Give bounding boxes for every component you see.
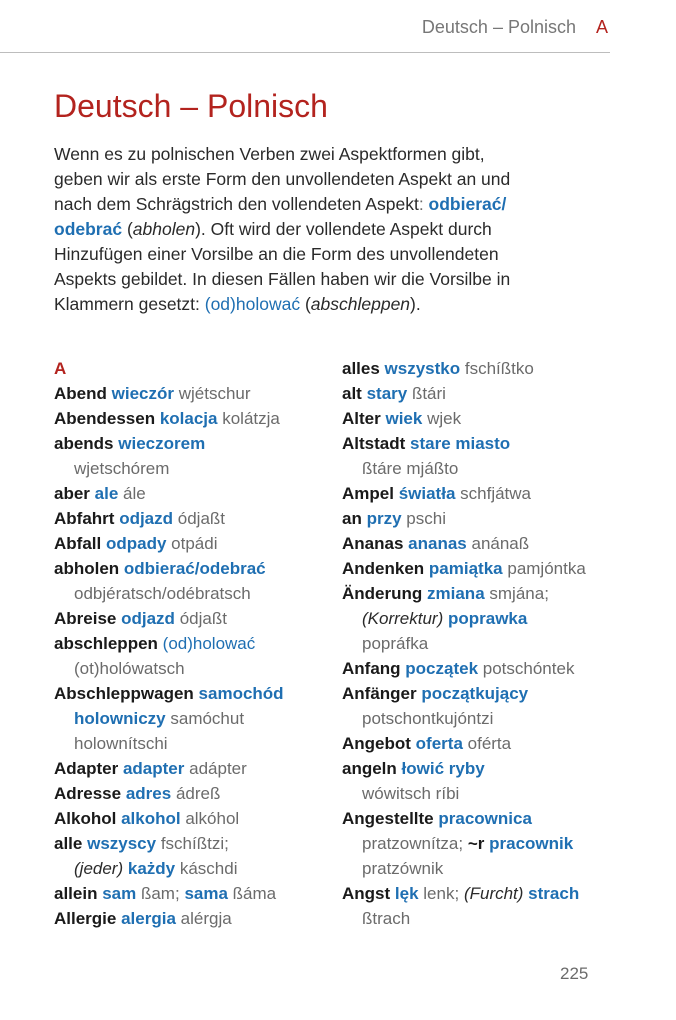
entry-continuation (54, 731, 334, 756)
dictionary-entry (54, 481, 334, 506)
dictionary-entry (342, 481, 622, 506)
pronunciation: fschíßtzi; (160, 834, 229, 853)
headword: aber (54, 484, 90, 503)
italic-note: abschleppen (310, 294, 411, 314)
headword: Anfänger (342, 684, 417, 703)
pronunciation: pratzownítza; (362, 834, 464, 853)
headword: allein (54, 884, 98, 903)
intro-line (54, 217, 594, 242)
headword: Angebot (342, 734, 411, 753)
polish-word: odbierać/odebrać (123, 559, 266, 578)
entry-continuation (342, 706, 622, 731)
italic-note: abholen (132, 219, 196, 239)
polish-word: pracownica (438, 809, 532, 828)
entry-continuation (342, 856, 622, 881)
intro-line (54, 267, 594, 292)
text-span: ( (122, 219, 133, 239)
pronunciation: lenk; (423, 884, 460, 903)
intro-line (54, 242, 594, 267)
dictionary-entry (54, 881, 334, 906)
polish-word: wszyscy (87, 834, 157, 853)
headword: Angestellte (342, 809, 434, 828)
dictionary-entry (54, 556, 334, 581)
headword: Adapter (54, 759, 119, 778)
entry-continuation (54, 581, 334, 606)
polish-word: ale (94, 484, 119, 503)
polish-word: strach (528, 884, 580, 903)
headword: Abend (54, 384, 107, 403)
dictionary-entry (342, 431, 622, 456)
text-span: ). (410, 294, 421, 314)
text-span: geben wir als erste Form den unvollendeten Aspekt an und (54, 169, 511, 189)
polish-word: sama (184, 884, 228, 903)
dictionary-entry (342, 656, 622, 681)
running-header (0, 0, 610, 53)
dictionary-entry (342, 806, 622, 831)
pronunciation: samóchut (170, 709, 245, 728)
dictionary-entry (54, 806, 334, 831)
entry-continuation (342, 631, 622, 656)
polish-word: zmiana (427, 584, 485, 603)
pronunciation: ále (123, 484, 146, 503)
headword: Änderung (342, 584, 423, 603)
headword: Andenken (342, 559, 425, 578)
headword: Angst (342, 884, 391, 903)
pronunciation: wjetschórem (74, 459, 170, 478)
polish-word: samochód (198, 684, 284, 703)
text-span: ). Oft wird der vollendete Aspekt durch (195, 219, 492, 239)
dictionary-entry (342, 731, 622, 756)
dictionary-entry (342, 881, 622, 906)
header-section-title: Deutsch – Polnisch (421, 17, 576, 37)
pronunciation: alérgja (180, 909, 232, 928)
pronunciation: oférta (467, 734, 512, 753)
polish-word: (od)holować (162, 634, 256, 653)
polish-word: odebrać (54, 219, 123, 239)
dictionary-entry (342, 356, 622, 381)
entry-continuation (54, 706, 334, 731)
dictionary-entry (342, 406, 622, 431)
section-heading (54, 356, 334, 381)
text-span: Aspekts gebildet. In diesen Fällen haben wir die Vorsilbe in (54, 269, 511, 289)
headword: abholen (54, 559, 120, 578)
pronunciation: ódjaßt (177, 509, 226, 528)
pronunciation: pschi (406, 509, 446, 528)
polish-word: odbierać/ (428, 194, 507, 214)
italic-note: (jeder) (74, 859, 124, 878)
page-number: 225 (560, 964, 589, 983)
entry-continuation (342, 781, 622, 806)
intro-line (54, 167, 594, 192)
pronunciation: káschdi (179, 859, 238, 878)
polish-word: stary (366, 384, 408, 403)
text-span: ( (300, 294, 311, 314)
polish-word: łowić ryby (401, 759, 485, 778)
headword: Ampel (342, 484, 394, 503)
headword: Abfahrt (54, 509, 115, 528)
dictionary-entry (54, 756, 334, 781)
dictionary-entry (342, 506, 622, 531)
pronunciation: popráfka (362, 634, 429, 653)
polish-word: adapter (122, 759, 185, 778)
pronunciation: holownítschi (74, 734, 168, 753)
headword: Alkohol (54, 809, 117, 828)
headword: Allergie (54, 909, 117, 928)
italic-note: (Korrektur) (362, 609, 444, 628)
dictionary-entry (342, 531, 622, 556)
headword: Abendessen (54, 409, 156, 428)
headword: abschleppen (54, 634, 158, 653)
polish-word: sam (102, 884, 137, 903)
dictionary-entry (54, 606, 334, 631)
pronunciation: ßáma (232, 884, 277, 903)
section-letter: A (54, 359, 67, 378)
text-span: Wenn es zu polnischen Verben zwei Aspektformen gibt, (54, 144, 485, 164)
polish-word: każdy (127, 859, 176, 878)
headword: Abfall (54, 534, 102, 553)
pronunciation: potschontkujóntzi (362, 709, 494, 728)
polish-word: początek (405, 659, 479, 678)
polish-word: wiek (385, 409, 423, 428)
pronunciation: alkóhol (185, 809, 240, 828)
headword: alles (342, 359, 380, 378)
dictionary-entry (54, 506, 334, 531)
entry-continuation (54, 656, 334, 681)
headword: Abschleppwagen (54, 684, 194, 703)
pronunciation: odbjératsch/odébratsch (74, 584, 251, 603)
polish-word: alergia (121, 909, 176, 928)
polish-word: lęk (394, 884, 419, 903)
pronunciation: pratzównik (362, 859, 444, 878)
header-letter: A (595, 17, 608, 37)
entry-continuation (342, 906, 622, 931)
pronunciation: pamjóntka (507, 559, 586, 578)
pronunciation: ßtáre mjáßto (362, 459, 459, 478)
polish-word: alkohol (121, 809, 181, 828)
pronunciation: wjétschur (178, 384, 251, 403)
text-span: nach dem Schrägstrich den vollendeten Aspekt (54, 194, 419, 214)
polish-word: kolacja (159, 409, 218, 428)
polish-word: światła (398, 484, 456, 503)
dictionary-entry (342, 581, 622, 606)
dictionary-entry (342, 556, 622, 581)
polish-word: pamiątka (428, 559, 503, 578)
headword: Abreise (54, 609, 117, 628)
headword: Altstadt (342, 434, 406, 453)
pronunciation: ßtári (411, 384, 446, 403)
polish-word: holowniczy (74, 709, 166, 728)
polish-word: przy (366, 509, 402, 528)
page-title: Deutsch – Polnisch (54, 88, 328, 124)
pronunciation: ßam; (140, 884, 180, 903)
polish-word: odjazd (119, 509, 174, 528)
headword: alle (54, 834, 83, 853)
headword: Anfang (342, 659, 401, 678)
polish-word: początkujący (421, 684, 529, 703)
pronunciation: adápter (189, 759, 247, 778)
punctuation: : (418, 194, 429, 214)
headword: angeln (342, 759, 397, 778)
pronunciation: ßtrach (362, 909, 411, 928)
headword: alt (342, 384, 362, 403)
pronunciation: schfjátwa (460, 484, 532, 503)
entry-continuation (54, 456, 334, 481)
dictionary-entry (54, 381, 334, 406)
intro-line (54, 142, 594, 167)
polish-word: ananas (408, 534, 467, 553)
entry-continuation (342, 831, 622, 856)
dictionary-entry (54, 681, 334, 706)
dictionary-entry (54, 406, 334, 431)
pronunciation: wówitsch ríbi (362, 784, 460, 803)
polish-word: wieczorem (118, 434, 206, 453)
polish-word: adres (125, 784, 172, 803)
intro-line (54, 292, 594, 317)
entry-continuation (54, 856, 334, 881)
polish-word: poprawka (447, 609, 528, 628)
pronunciation: otpádi (171, 534, 218, 553)
dictionary-column-right (342, 356, 622, 931)
pronunciation: anánaß (471, 534, 530, 553)
pronunciation: fschíßtko (464, 359, 534, 378)
dictionary-entry (54, 781, 334, 806)
text-span: Hinzufügen einer Vorsilbe an die Form des unvollendeten (54, 244, 499, 264)
polish-word: odjazd (121, 609, 175, 628)
pronunciation: (ot)holówatsch (74, 659, 185, 678)
dictionary-entry (54, 831, 334, 856)
text-span: Klammern gesetzt: (54, 294, 205, 314)
pronunciation: smjána; (489, 584, 549, 603)
pronunciation: ádreß (175, 784, 221, 803)
dictionary-entry (54, 631, 334, 656)
italic-note: (Furcht) (463, 884, 524, 903)
polish-word: wieczór (111, 384, 174, 403)
dictionary-entry (342, 681, 622, 706)
polish-word: oferta (415, 734, 463, 753)
pronunciation: wjek (427, 409, 462, 428)
pronunciation: ódjaßt (179, 609, 227, 628)
headword: ~r (467, 834, 485, 853)
headword: an (342, 509, 362, 528)
intro-paragraph (54, 142, 594, 317)
polish-word: (od)holować (204, 294, 301, 314)
polish-word: pracownik (489, 834, 574, 853)
polish-word: odpady (105, 534, 167, 553)
entry-continuation (342, 606, 622, 631)
dictionary-entry (342, 381, 622, 406)
polish-word: stare miasto (410, 434, 511, 453)
headword: Ananas (342, 534, 404, 553)
dictionary-entry (54, 431, 334, 456)
dictionary-entry (54, 906, 334, 931)
headword: abends (54, 434, 114, 453)
pronunciation: potschóntek (482, 659, 575, 678)
headword: Adresse (54, 784, 122, 803)
dictionary-column-left (54, 356, 334, 931)
dictionary-entry (54, 531, 334, 556)
dictionary-entry (342, 756, 622, 781)
headword: Alter (342, 409, 381, 428)
pronunciation: kolátzja (222, 409, 280, 428)
intro-line (54, 192, 594, 217)
polish-word: wszystko (384, 359, 461, 378)
entry-continuation (342, 456, 622, 481)
